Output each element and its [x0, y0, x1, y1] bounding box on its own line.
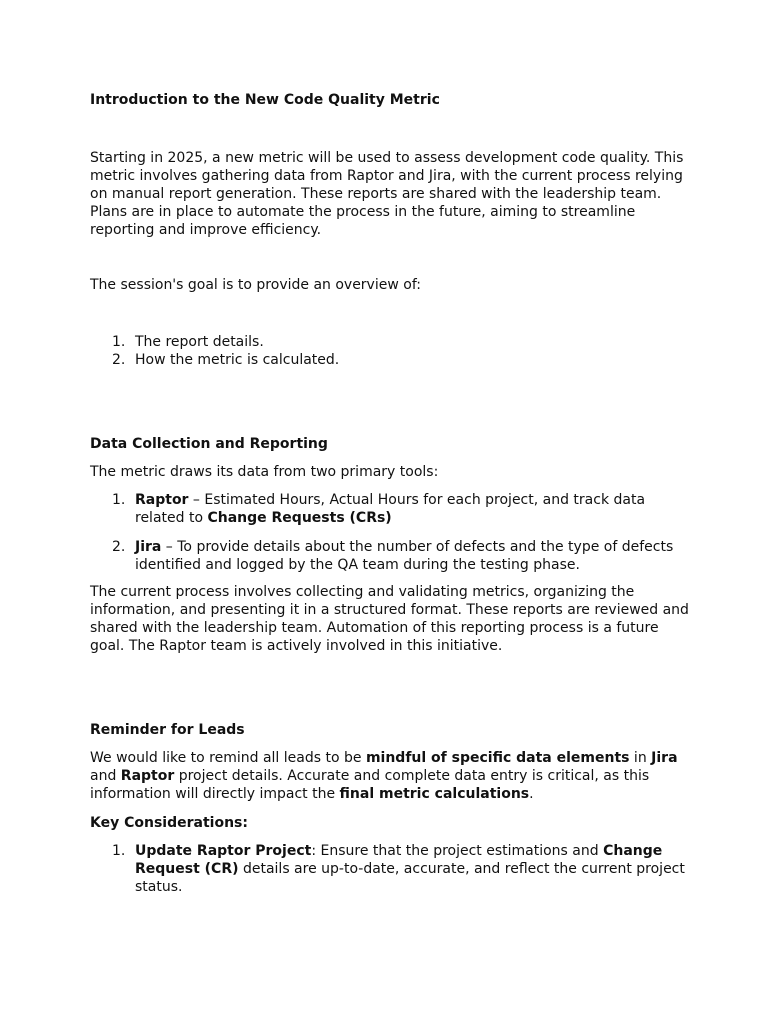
tool-description-raptor: – Estimated Hours, Actual Hours for each project, and track data related to	[135, 492, 646, 526]
list-item-text: How the metric is calculated.	[135, 352, 340, 368]
list-number: 1.	[112, 492, 126, 508]
reminder-text: and	[90, 768, 121, 784]
data-sources-list	[90, 491, 690, 574]
consideration-emphasis: Change Request (CR)	[135, 843, 663, 877]
reminder-emphasis-jira: Jira	[651, 750, 678, 766]
list-number: 2.	[112, 539, 126, 555]
tool-description-jira: – To provide details about the number of defects and the type of defects identified and logged by the QA team during the testing phase.	[135, 539, 674, 573]
section-title-reminder: Reminder for Leads	[90, 722, 245, 738]
reminder-text: We would like to remind all leads to be	[90, 750, 366, 766]
section-title-introduction: Introduction to the New Code Quality Metric	[90, 92, 440, 108]
change-requests-emphasis: Change Requests (CRs)	[207, 510, 392, 526]
reminder-emphasis-raptor: Raptor	[120, 768, 175, 784]
list-item-text: The report details.	[135, 334, 264, 350]
reminder-text: project details. Accurate and complete data entry is critical, as this information will directly impact the	[90, 768, 650, 802]
reminder-emphasis-final: final metric calculations	[339, 786, 530, 802]
consideration-title: Update Raptor Project	[135, 843, 312, 859]
list-item-raptor	[90, 491, 690, 527]
consideration-text: details are up-to-date, accurate, and reflect the current project status.	[135, 861, 685, 895]
list-item-update-raptor	[90, 842, 690, 896]
tool-name-raptor: Raptor	[135, 492, 189, 508]
list-number: 1.	[112, 843, 126, 859]
list-item	[90, 333, 690, 351]
reminder-emphasis: mindful of specific data elements	[365, 750, 630, 766]
list-number: 2.	[112, 352, 126, 368]
key-considerations-title: Key Considerations:	[90, 815, 248, 831]
session-goals-list	[90, 333, 690, 369]
reminder-paragraph	[90, 749, 690, 803]
tool-name-jira: Jira	[135, 539, 162, 555]
process-paragraph: The current process involves collecting and validating metrics, organizing the information, and presenting it in a structured format. These reports are reviewed and shared with the leadership team. Automation of this reporting process is a future goal. The Raptor team is actively involved in this initiative.	[90, 584, 689, 654]
session-goal-lead: The session's goal is to provide an overview of:	[90, 277, 421, 293]
key-considerations-list	[90, 842, 690, 896]
list-item-jira	[90, 538, 690, 574]
consideration-text: : Ensure that the project estimations and	[311, 843, 604, 859]
section-title-data-collection: Data Collection and Reporting	[90, 436, 328, 452]
intro-paragraph: Starting in 2025, a new metric will be used to assess development code quality. This metric involves gathering data from Raptor and Jira, with the current process relying on manual report generation. These reports are shared with the leadership team. Plans are in place to automate the process in the future, aiming to streamline reporting and improve efficiency.	[90, 150, 684, 238]
list-number: 1.	[112, 334, 126, 350]
reminder-text: in	[629, 750, 652, 766]
data-sources-lead: The metric draws its data from two primary tools:	[90, 464, 439, 480]
list-item	[90, 351, 690, 369]
reminder-text: .	[529, 786, 534, 802]
